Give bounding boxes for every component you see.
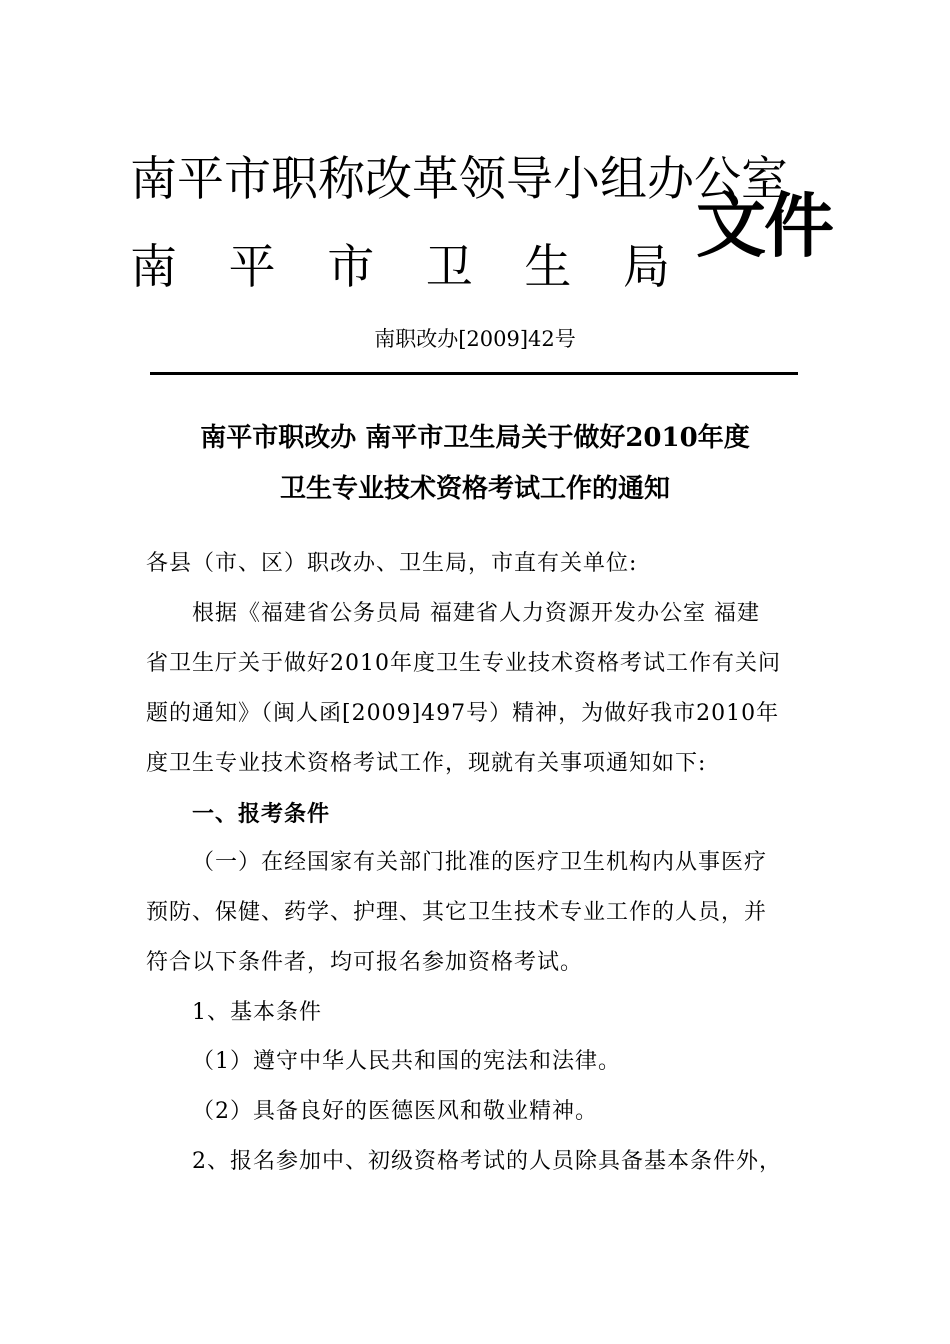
document-title-line-1: 南平市职改办 南平市卫生局关于做好2010年度 [200, 423, 750, 453]
subsection-heading: 1、基本条件 [192, 1000, 322, 1025]
item-paragraph-line: 符合以下条件者，均可报名参加资格考试。 [146, 950, 584, 975]
document-type-label: 文件 [696, 185, 832, 267]
intro-paragraph-line: 省卫生厅关于做好2010年度卫生专业技术资格考试工作有关问 [146, 651, 781, 676]
item-paragraph-line: 预防、保健、药学、护理、其它卫生技术专业工作的人员，并 [146, 900, 768, 925]
header-divider [150, 372, 798, 375]
section-heading: 一、报考条件 [192, 801, 331, 827]
intro-paragraph-line: 度卫生专业技术资格考试工作，现就有关事项通知如下: [146, 751, 707, 776]
intro-paragraph-line: 根据《福建省公务员局 福建省人力资源开发办公室 福建 [192, 601, 760, 626]
issuer-name-1: 南平市职称改革领导小组办公室 [130, 152, 788, 207]
issuer-2-char: 局 [622, 240, 670, 295]
addressee: 各县（市、区）职改办、卫生局，市直有关单位: [146, 551, 638, 576]
issuer-name-2 [130, 240, 670, 296]
item-paragraph-line: 2、报名参加中、初级资格考试的人员除具备基本条件外， [192, 1149, 782, 1174]
issuer-2-char: 平 [228, 240, 276, 295]
condition-item: （1）遵守中华人民共和国的宪法和法律。 [192, 1049, 621, 1074]
issuer-2-char: 生 [524, 240, 572, 295]
condition-item: （2）具备良好的医德医风和敬业精神。 [192, 1099, 598, 1124]
intro-paragraph-line: 题的通知》（闽人函[2009]497号）精神，为做好我市2010年 [146, 701, 780, 726]
issuer-2-char: 市 [327, 240, 375, 295]
document-number: 南职改办[2009]42号 [374, 327, 576, 351]
document-title-line-2: 卫生专业技术资格考试工作的通知 [279, 474, 670, 504]
item-paragraph-line: （一）在经国家有关部门批准的医疗卫生机构内从事医疗 [192, 850, 768, 875]
issuer-2-char: 卫 [425, 240, 473, 295]
issuer-2-char: 南 [130, 240, 177, 295]
